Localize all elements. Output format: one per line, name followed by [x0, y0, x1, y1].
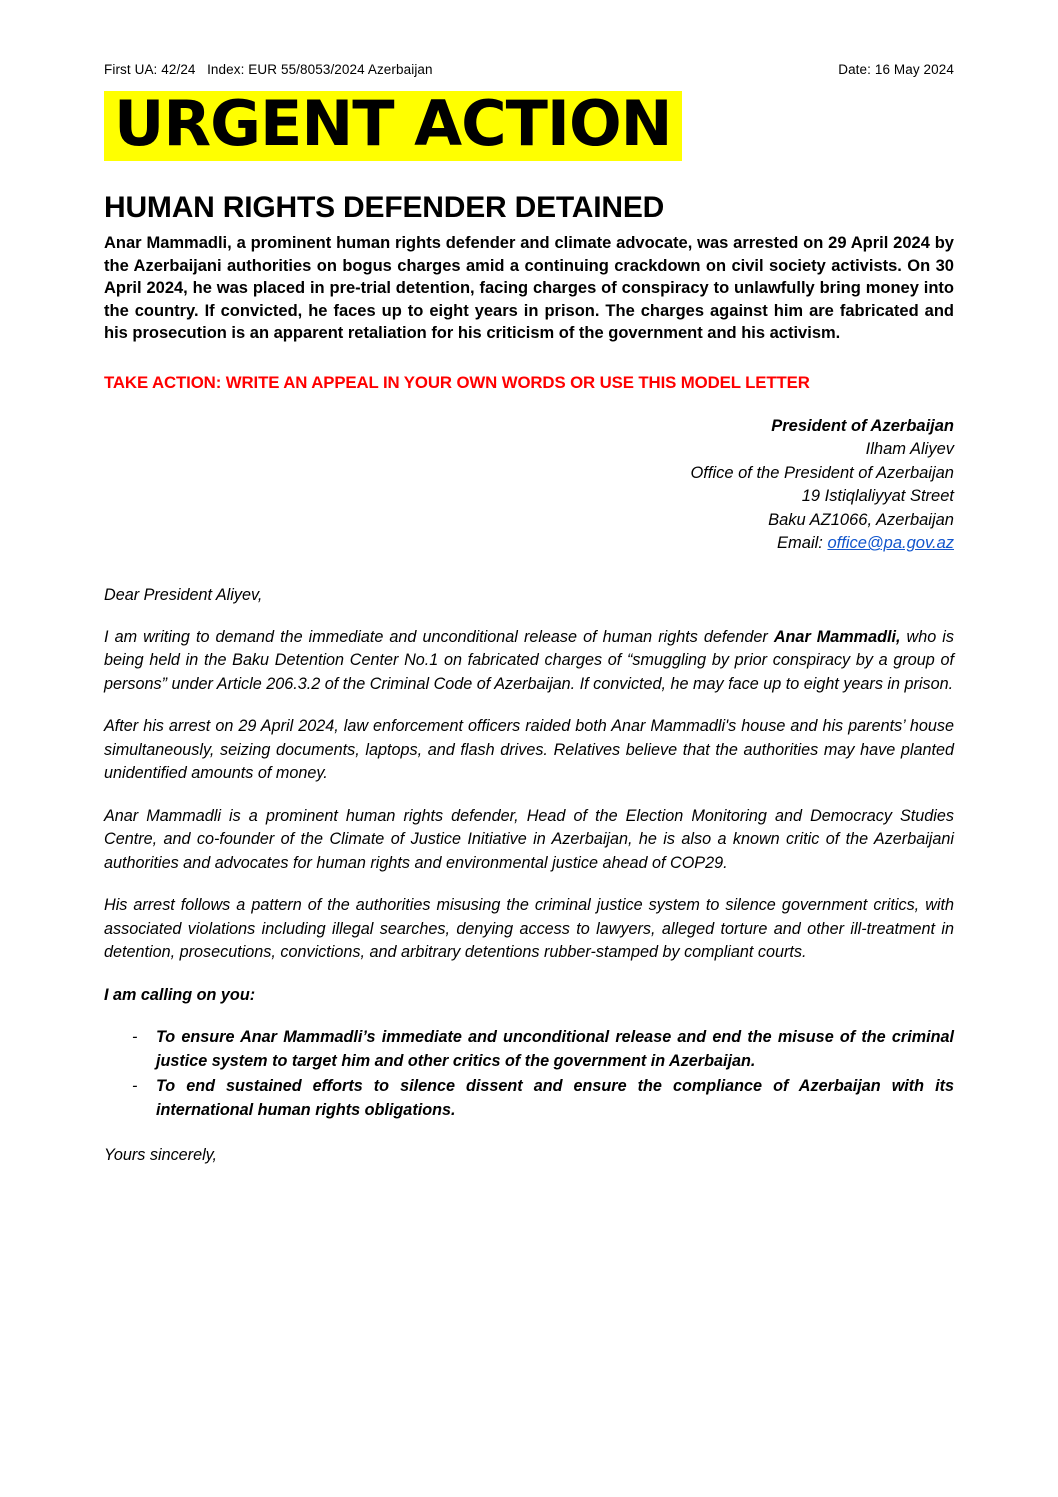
- list-item: [104, 1026, 954, 1073]
- demand-text: To ensure Anar Mammadli’s immediate and unconditional release and end the misuse of the criminal justice system to target him and other critics of the government in Azerbaijan.: [156, 1028, 954, 1070]
- document-date: Date: 16 May 2024: [838, 62, 954, 77]
- demands-list: [104, 1026, 954, 1122]
- urgent-action-banner: [104, 87, 682, 161]
- letter-paragraph-4: His arrest follows a pattern of the authorities misusing the criminal justice system to silence government critics, with associated violations including illegal searches, denying access to lawyers, alleged torture and other ill-treatment in detention, prosecutions, convictions, and arbitrary detentions rubber-stamped by compliant courts.: [104, 896, 954, 962]
- urgent-action-title: URGENT ACTION: [114, 87, 672, 160]
- document-header: [104, 62, 954, 77]
- email-label: Email:: [777, 534, 828, 553]
- recipient-title: President of Azerbaijan: [771, 416, 954, 435]
- calling-on-you-heading: I am calling on you:: [104, 985, 256, 1004]
- take-action-heading: TAKE ACTION: WRITE AN APPEAL IN YOUR OWN WORDS OR USE THIS MODEL LETTER: [104, 372, 810, 392]
- recipient-email-link[interactable]: office@pa.gov.az: [827, 534, 954, 553]
- model-letter: [104, 584, 954, 1168]
- recipient-street: 19 Istiqlaliyyat Street: [801, 487, 954, 506]
- letter-p1-name: Anar Mammadli,: [773, 627, 901, 646]
- page-title: HUMAN RIGHTS DEFENDER DETAINED: [104, 191, 665, 224]
- recipient-name: Ilham Aliyev: [865, 440, 954, 459]
- ua-reference: First UA: 42/24 Index: EUR 55/8053/2024 Azerbaijan: [104, 62, 433, 77]
- demand-text: To end sustained efforts to silence dissent and ensure the compliance of Azerbaijan with its international human rights obligations.: [156, 1077, 954, 1119]
- bullet-dash-icon: -: [132, 1028, 138, 1047]
- letter-signoff: Yours sincerely,: [104, 1146, 218, 1165]
- letter-paragraph-3: Anar Mammadli is a prominent human rights defender, Head of the Election Monitoring and Democracy Studies Centre, and co-founder of the Climate of Justice Initiative in Azerbaijan, he is also a known critic of the Azerbaijani authorities and advocates for human rights and environmental justice ahead of COP29.: [104, 806, 954, 872]
- recipient-email-line: [104, 532, 954, 555]
- letter-paragraph-2: After his arrest on 29 April 2024, law enforcement officers raided both Anar Mammadli's house and his parents’ house simultaneously, seizing documents, laptops, and flash drives. Relatives believe that the authorities may have planted unidentified amounts of money.: [104, 717, 954, 783]
- letter-paragraph-1: [104, 626, 954, 696]
- recipient-office: Office of the President of Azerbaijan: [690, 463, 954, 482]
- letter-salutation: Dear President Aliyev,: [104, 585, 263, 604]
- bullet-dash-icon: -: [132, 1077, 138, 1096]
- letter-p1-part-b: who is being held in the Baku Detention Center No.1 on fabricated charges of “smuggling by prior conspiracy by a group of persons” under Article 206.3.2 of the Criminal Code of Azerbaijan. If convicted, he may face up to eight years in prison.: [104, 627, 954, 693]
- list-item: [104, 1075, 954, 1122]
- summary-paragraph: Anar Mammadli, a prominent human rights defender and climate advocate, was arrested on 29 April 2024 by the Azerbaijani authorities on bogus charges amid a continuing crackdown on civil society activists. On 30 April 2024, he was placed in pre-trial detention, facing charges of conspiracy to unlawfully bring money into the country. If convicted, he faces up to eight years in prison. The charges against him are fabricated and his prosecution is an apparent retaliation for his criticism of the government and his activism.: [104, 234, 954, 343]
- letter-p1-part-a: I am writing to demand the immediate and unconditional release of human rights defender: [104, 627, 774, 646]
- recipient-city: Baku AZ1066, Azerbaijan: [768, 510, 954, 529]
- recipient-address: [104, 415, 954, 556]
